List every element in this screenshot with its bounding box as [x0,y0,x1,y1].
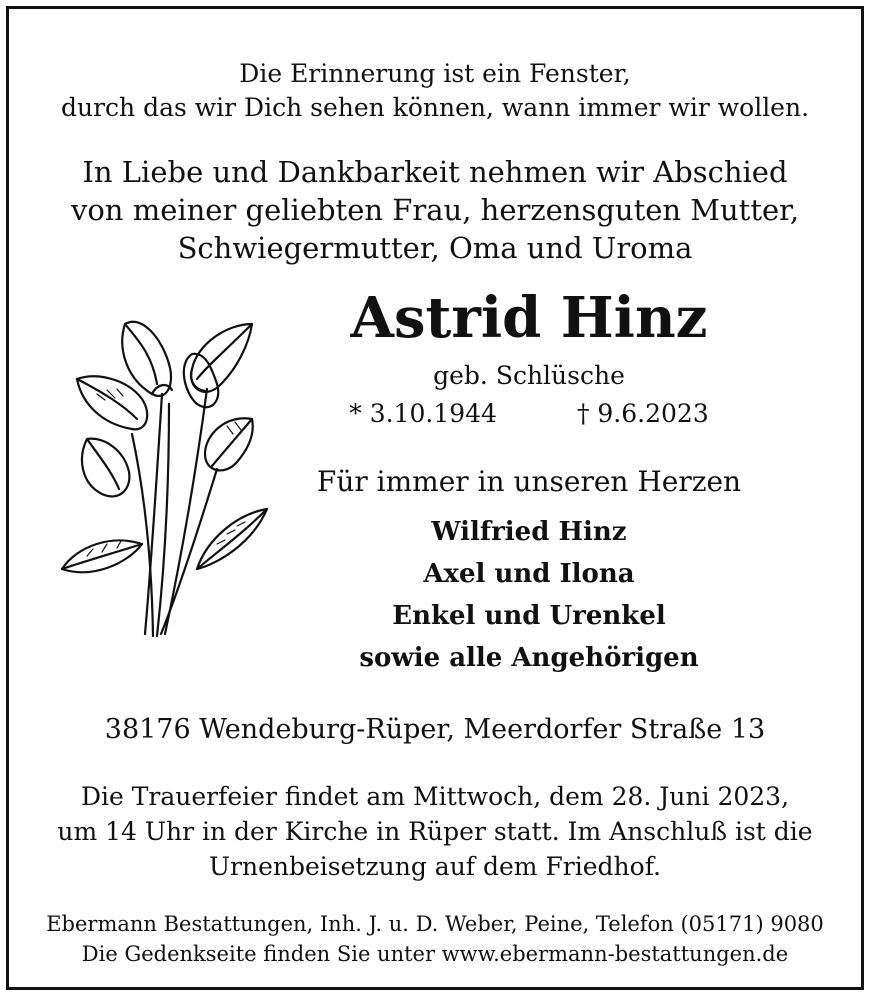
maiden-name: geb. Schlüsche [433,361,625,390]
motto-line-1: Die Erinnerung ist ein Fenster, [239,59,631,88]
death-date: † 9.6.2023 [576,399,709,428]
funeral-home-footer [9,909,861,969]
mourner-1: Wilfried Hinz [431,517,627,547]
family-address: 38176 Wendeburg-Rüper, Meerdorfer Straße 13 [104,714,766,745]
intro-line-3: Schwiegermutter, Oma und Uroma [177,231,693,265]
forever-line: Für immer in unseren Herzen [316,465,742,498]
footer-line-1: Ebermann Bestattungen, Inh. J. u. D. Weber, Peine, Telefon (05171) 9080 [46,912,824,936]
birth-date: * 3.10.1944 [349,399,497,428]
deceased-name: Astrid Hinz [350,285,708,351]
mourners-list [309,511,749,679]
mourner-4: sowie alle Angehörigen [359,643,699,673]
service-line-2: um 14 Uhr in der Kirche in Rüper statt. Im Anschluß ist die [57,817,813,846]
memorial-motto [9,57,861,125]
intro-line-2: von meiner geliebten Frau, herzensguten Mutter, [70,193,800,227]
mourner-3: Enkel und Urenkel [392,601,666,631]
service-line-1: Die Trauerfeier findet am Mittwoch, dem 28. Juni 2023, [80,782,790,811]
footer-line-2: Die Gedenkseite finden Sie unter www.ebermann-bestattungen.de [81,942,789,966]
funeral-service-notice [9,779,861,884]
motto-line-2: durch das wir Dich sehen können, wann immer wir wollen. [60,93,810,122]
service-line-3: Urnenbeisetzung auf dem Friedhof. [208,852,661,881]
obituary-frame [6,6,864,990]
mourner-2: Axel und Ilona [423,559,635,589]
life-dates [309,397,749,431]
calla-lily-bouquet-icon [57,294,297,639]
farewell-intro [9,153,861,267]
intro-line-1: In Liebe und Dankbarkeit nehmen wir Abschied [82,155,788,189]
